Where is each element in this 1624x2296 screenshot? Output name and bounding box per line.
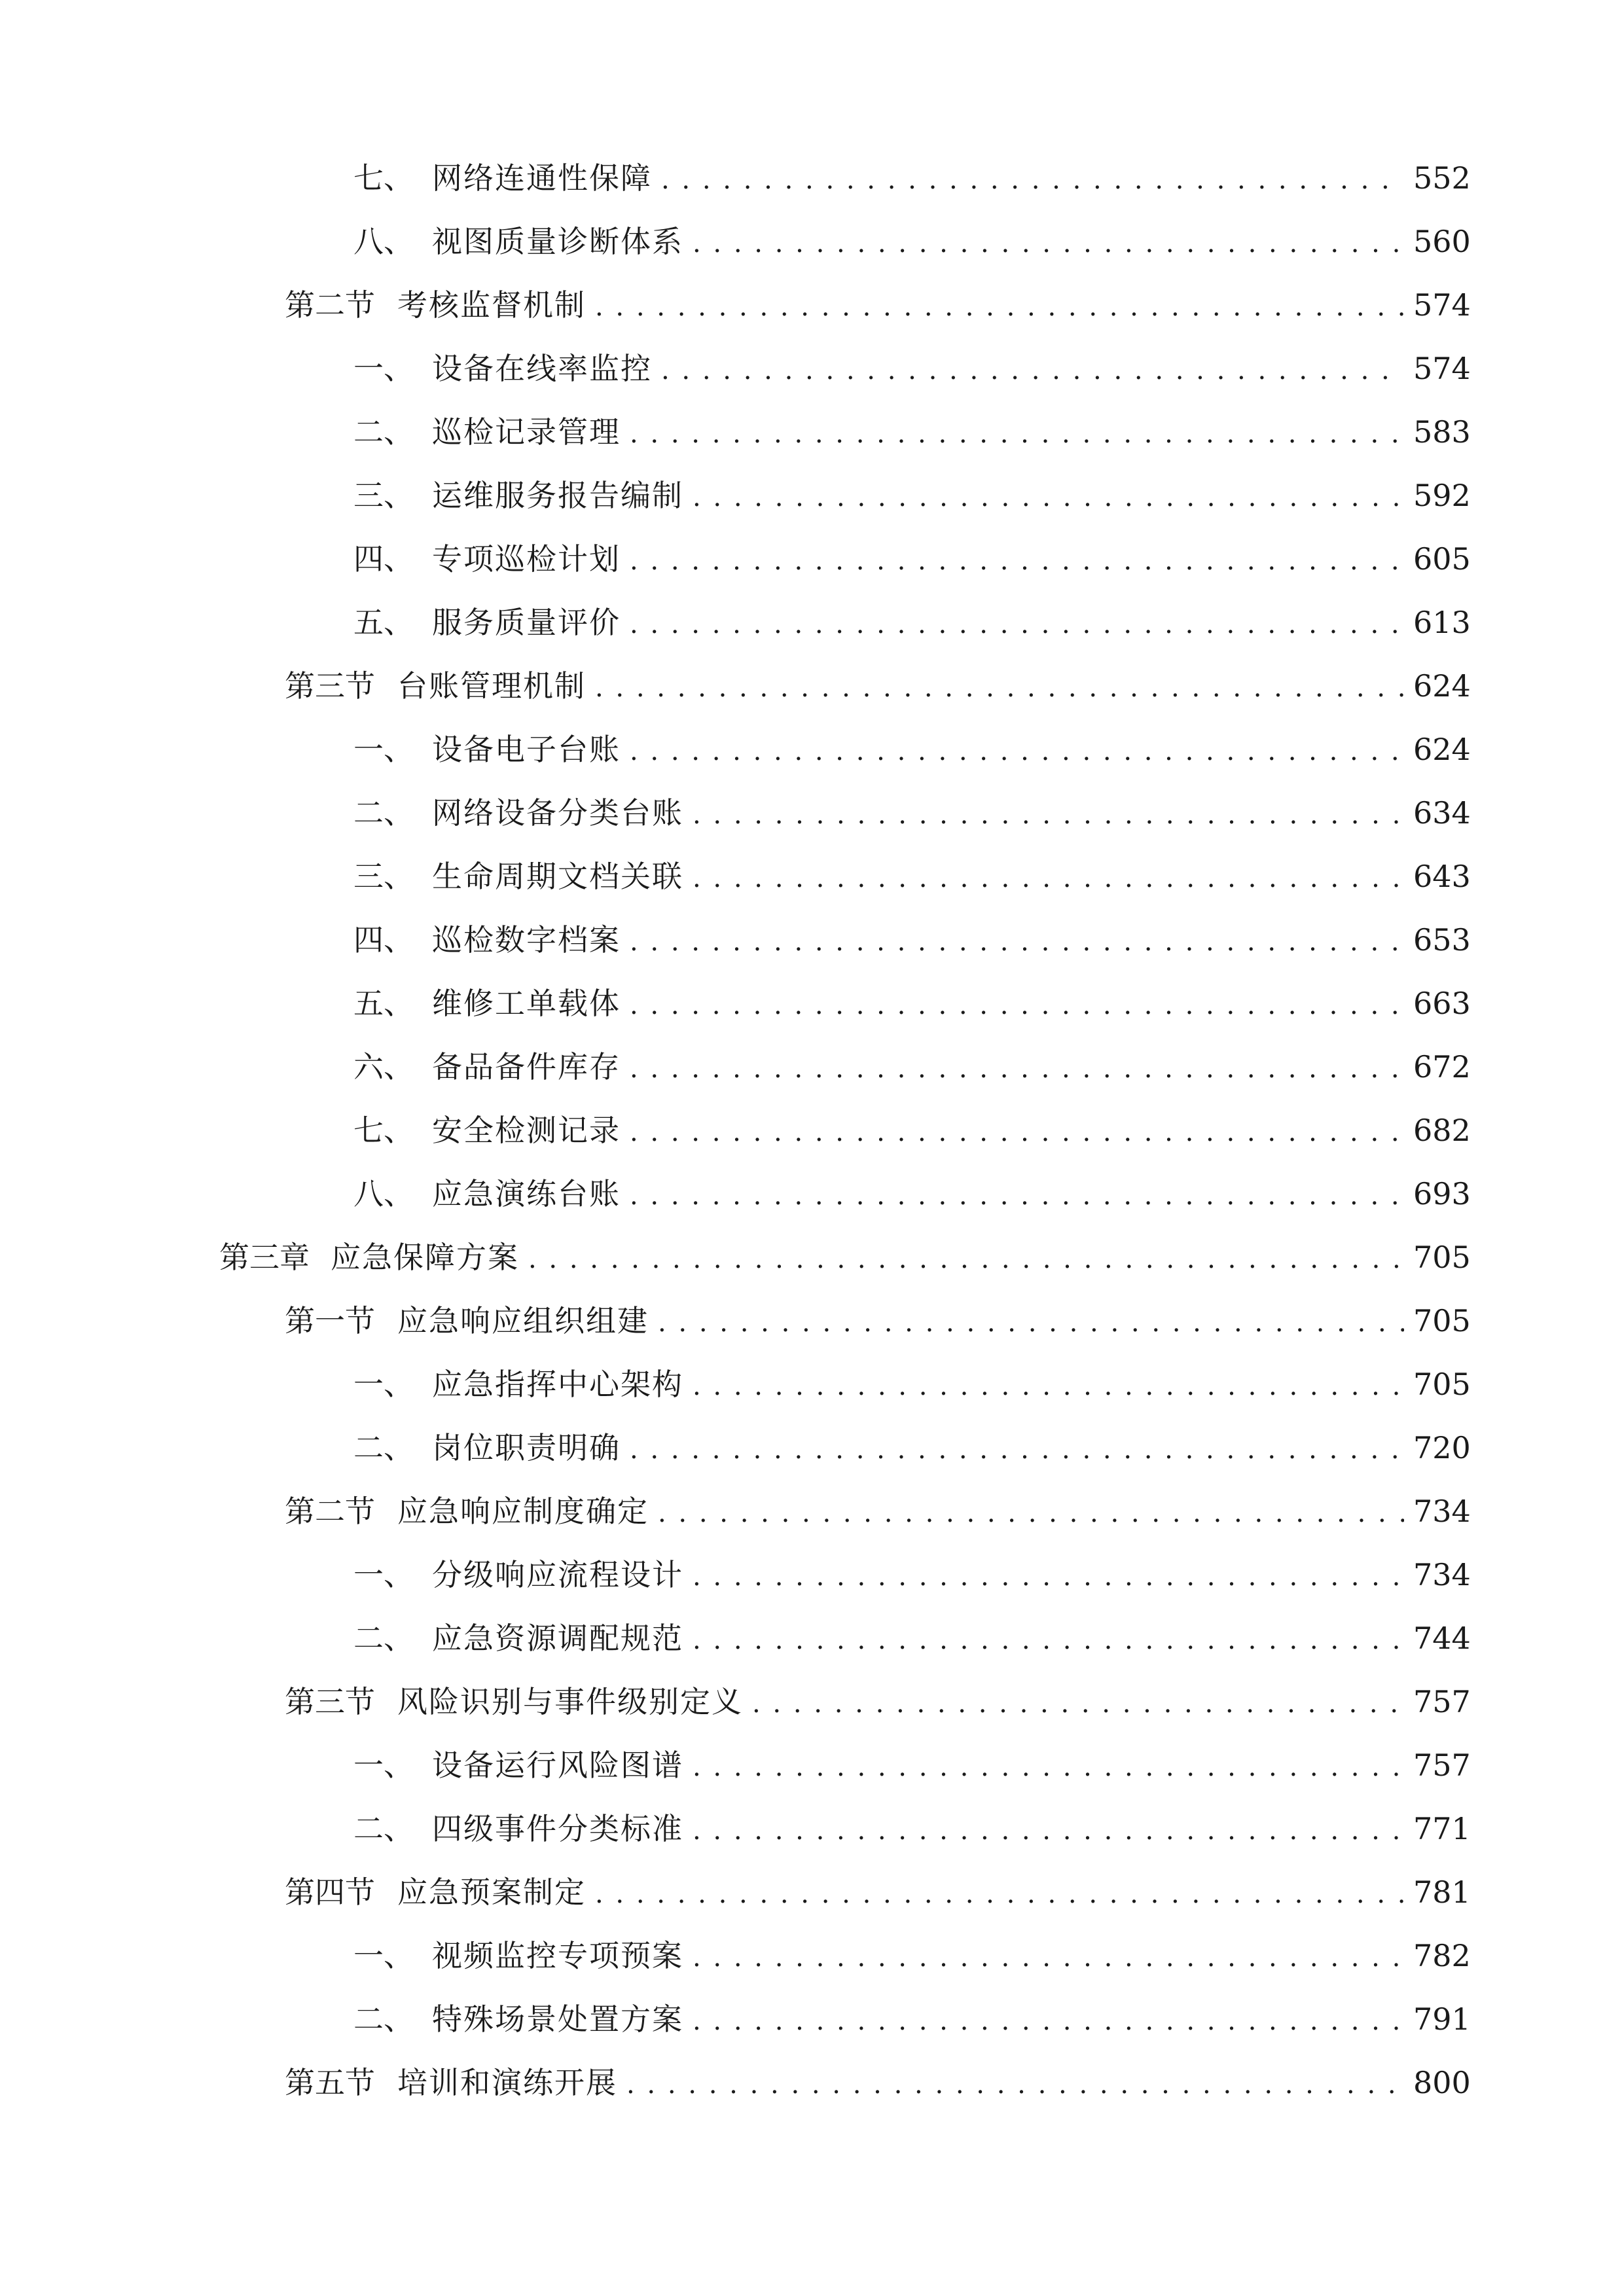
toc-leader-dots	[528, 1225, 1404, 1289]
toc-entry-number: 一、	[353, 1748, 414, 1783]
toc-entry-title: 视图质量诊断体系	[432, 224, 683, 259]
toc-entry	[353, 1416, 1471, 1480]
toc-entry-title: 应急响应制度确定	[397, 1494, 649, 1529]
toc-entry-page: 791	[1413, 2001, 1471, 2037]
toc-entry-number: 第五节	[285, 2065, 375, 2100]
toc-leader-dots	[693, 1352, 1404, 1416]
toc-entry-title: 应急演练台账	[432, 1176, 621, 1211]
toc-leader-dots	[693, 1987, 1404, 2051]
toc-leader-dots	[693, 463, 1404, 528]
toc-entry	[285, 1860, 1471, 1924]
toc-leader-dots	[658, 1289, 1404, 1353]
toc-entry-number: 三、	[353, 859, 414, 894]
toc-leader-dots	[752, 1670, 1404, 1734]
toc-leader-dots	[693, 1543, 1404, 1607]
toc-entry	[353, 1924, 1471, 1988]
toc-entry-page: 781	[1413, 1874, 1471, 1910]
toc-entry-title: 视频监控专项预案	[432, 1938, 683, 1973]
toc-entry-page: 643	[1413, 859, 1471, 894]
toc-entry	[353, 590, 1471, 655]
toc-entry-page: 782	[1413, 1938, 1471, 1973]
toc-leader-dots	[661, 146, 1404, 210]
toc-entry	[285, 1670, 1471, 1734]
toc-entry-number: 四、	[353, 541, 414, 577]
toc-entry-title: 培训和演练开展	[397, 2065, 617, 2100]
toc-entry-title: 巡检记录管理	[432, 414, 621, 450]
toc-leader-dots	[630, 1416, 1404, 1480]
toc-leader-dots	[595, 654, 1404, 718]
toc-entry	[353, 1352, 1471, 1416]
toc-entry-number: 第四节	[285, 1874, 375, 1910]
toc-entry-number: 一、	[353, 351, 414, 386]
toc-entry-title: 生命周期文档关联	[432, 859, 683, 894]
toc-entry-title: 应急资源调配规范	[432, 1621, 683, 1656]
toc-entry-title: 网络连通性保障	[432, 160, 652, 196]
toc-entry-number: 第二节	[285, 1494, 375, 1529]
toc-entry-number: 七、	[353, 1113, 414, 1148]
toc-entry-page: 624	[1413, 668, 1471, 704]
toc-entry	[353, 1606, 1471, 1670]
toc-entry-number: 八、	[353, 1176, 414, 1211]
toc-entry-title: 专项巡检计划	[432, 541, 621, 577]
toc-leader-dots	[630, 1035, 1404, 1099]
toc-entry-page: 757	[1413, 1684, 1471, 1719]
toc-entry	[353, 209, 1471, 274]
toc-entry-page: 757	[1413, 1748, 1471, 1783]
toc-entry-number: 第三节	[285, 1684, 375, 1719]
toc-entry	[353, 1543, 1471, 1607]
toc-entry-title: 岗位职责明确	[432, 1430, 621, 1465]
toc-entry-page: 744	[1413, 1621, 1471, 1656]
toc-entry-title: 考核监督机制	[397, 287, 586, 323]
toc-entry-number: 第三章	[219, 1240, 310, 1275]
toc-entry-page: 653	[1413, 922, 1471, 958]
toc-entry	[353, 908, 1471, 972]
toc-entry	[353, 1797, 1471, 1861]
toc-leader-dots	[693, 1924, 1404, 1988]
toc-entry-title: 应急响应组织组建	[397, 1303, 649, 1338]
toc-entry-number: 一、	[353, 1557, 414, 1592]
toc-entry-page: 592	[1413, 478, 1471, 513]
toc-entry-number: 二、	[353, 795, 414, 831]
toc-leader-dots	[693, 781, 1404, 845]
toc-entry-number: 第一节	[285, 1303, 375, 1338]
toc-leader-dots	[693, 844, 1404, 908]
toc-entry-title: 运维服务报告编制	[432, 478, 683, 513]
toc-entry	[353, 781, 1471, 845]
toc-leader-dots	[693, 209, 1404, 274]
toc-entry-number: 五、	[353, 605, 414, 640]
toc-entry-title: 台账管理机制	[397, 668, 586, 704]
toc-entry	[285, 1289, 1471, 1353]
toc-entry-page: 705	[1413, 1367, 1471, 1402]
toc-entry-page: 624	[1413, 732, 1471, 767]
toc-entry-page: 583	[1413, 414, 1471, 450]
toc-leader-dots	[595, 1860, 1404, 1924]
toc-entry-page: 605	[1413, 541, 1471, 577]
toc-entry	[219, 1225, 1471, 1289]
toc-leader-dots	[693, 1797, 1404, 1861]
toc-entry-page: 693	[1413, 1176, 1471, 1211]
toc-leader-dots	[693, 1606, 1404, 1670]
toc-entry-number: 二、	[353, 1621, 414, 1656]
toc-entry	[285, 2051, 1471, 2115]
toc-entry-title: 特殊场景处置方案	[432, 2001, 683, 2037]
toc-entry	[353, 1098, 1471, 1162]
toc-leader-dots	[630, 908, 1404, 972]
toc-entry-page: 574	[1413, 287, 1471, 323]
toc-entry	[285, 273, 1471, 337]
toc-entry-page: 663	[1413, 986, 1471, 1021]
toc-entry-title: 应急保障方案	[331, 1240, 519, 1275]
toc-entry-page: 771	[1413, 1811, 1471, 1846]
toc-entry-page: 634	[1413, 795, 1471, 831]
toc-entry-page: 705	[1413, 1240, 1471, 1275]
toc-entry-number: 第三节	[285, 668, 375, 704]
toc-leader-dots	[630, 527, 1404, 591]
toc-entry-number: 二、	[353, 2001, 414, 2037]
toc-entry-page: 560	[1413, 224, 1471, 259]
toc-entry	[353, 971, 1471, 1035]
toc-entry-title: 设备运行风险图谱	[432, 1748, 683, 1783]
toc-leader-dots	[630, 1098, 1404, 1162]
toc-leader-dots	[595, 273, 1404, 337]
toc-entry-number: 七、	[353, 160, 414, 196]
toc-entry	[353, 1162, 1471, 1226]
toc-entry-number: 四、	[353, 922, 414, 958]
toc-entry-number: 三、	[353, 478, 414, 513]
toc-entry-page: 720	[1413, 1430, 1471, 1465]
toc-entry-number: 二、	[353, 1430, 414, 1465]
toc-entry-number: 二、	[353, 414, 414, 450]
toc-entry-page: 613	[1413, 605, 1471, 640]
toc-entry-title: 服务质量评价	[432, 605, 621, 640]
toc-leader-dots	[630, 590, 1404, 655]
toc-entry-title: 四级事件分类标准	[432, 1811, 683, 1846]
toc-entry	[353, 336, 1471, 401]
toc-entry-number: 六、	[353, 1049, 414, 1085]
toc-entry-page: 734	[1413, 1557, 1471, 1592]
toc-entry-title: 安全检测记录	[432, 1113, 621, 1148]
toc-leader-dots	[630, 971, 1404, 1035]
toc-leader-dots	[626, 2051, 1404, 2115]
toc-entry-page: 552	[1413, 160, 1471, 196]
toc-entry-number: 五、	[353, 986, 414, 1021]
toc-entry-page: 682	[1413, 1113, 1471, 1148]
toc-entry-title: 网络设备分类台账	[432, 795, 683, 831]
toc-leader-dots	[630, 400, 1404, 464]
toc-entry-number: 八、	[353, 224, 414, 259]
toc-entry-number: 第二节	[285, 287, 375, 323]
toc-entry	[353, 1035, 1471, 1099]
toc-entry	[353, 717, 1471, 781]
toc-entry	[285, 654, 1471, 718]
toc-entry-page: 705	[1413, 1303, 1471, 1338]
toc-entry-title: 风险识别与事件级别定义	[397, 1684, 743, 1719]
toc-entry-number: 二、	[353, 1811, 414, 1846]
toc-entry	[353, 844, 1471, 908]
toc-entry	[353, 463, 1471, 528]
toc-entry-page: 800	[1413, 2065, 1471, 2100]
toc-leader-dots	[661, 336, 1404, 401]
toc-entry-number: 一、	[353, 1367, 414, 1402]
toc-entry-title: 分级响应流程设计	[432, 1557, 683, 1592]
toc-entry-title: 巡检数字档案	[432, 922, 621, 958]
toc-entry-number: 一、	[353, 732, 414, 767]
toc-entry	[353, 527, 1471, 591]
toc-entry-title: 应急预案制定	[397, 1874, 586, 1910]
toc-leader-dots	[693, 1733, 1404, 1797]
toc-entry	[353, 400, 1471, 464]
toc-entry-page: 574	[1413, 351, 1471, 386]
toc-entry-title: 备品备件库存	[432, 1049, 621, 1085]
toc-entry-title: 应急指挥中心架构	[432, 1367, 683, 1402]
toc-leader-dots	[630, 717, 1404, 781]
toc-entry	[285, 1479, 1471, 1543]
toc-leader-dots	[630, 1162, 1404, 1226]
toc-entry-title: 设备电子台账	[432, 732, 621, 767]
toc-entry	[353, 1987, 1471, 2051]
toc-entry-title: 设备在线率监控	[432, 351, 652, 386]
toc-entry-title: 维修工单载体	[432, 986, 621, 1021]
toc-entry-page: 734	[1413, 1494, 1471, 1529]
toc-entry	[353, 1733, 1471, 1797]
toc-leader-dots	[658, 1479, 1404, 1543]
toc-entry	[353, 146, 1471, 210]
toc-entry-page: 672	[1413, 1049, 1471, 1085]
toc-entry-number: 一、	[353, 1938, 414, 1973]
